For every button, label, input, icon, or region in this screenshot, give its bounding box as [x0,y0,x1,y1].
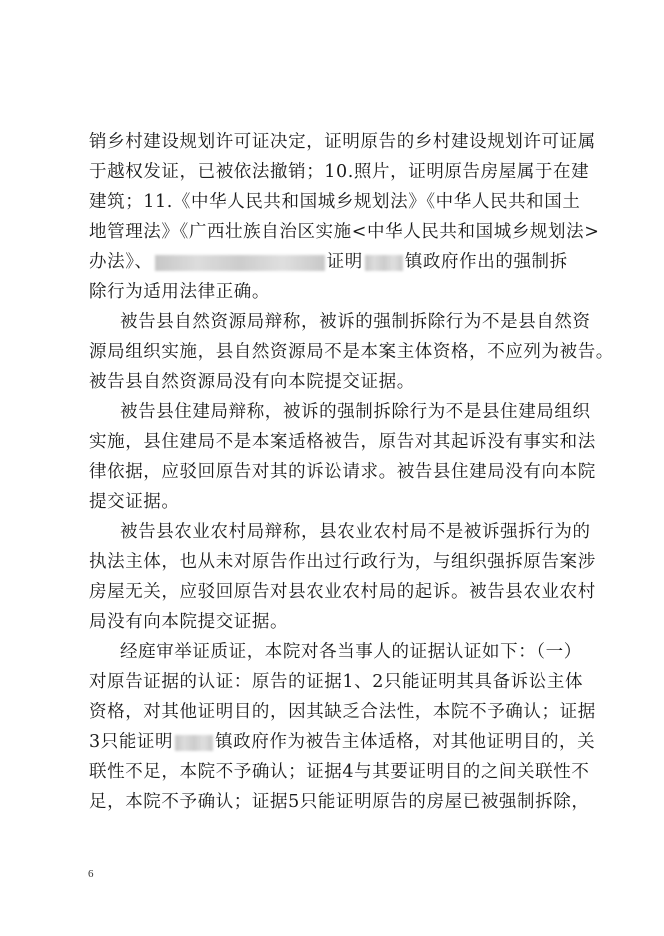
text-line: 建筑；11.《中华人民共和国城乡规划法》《中华人民共和国土 [89,192,581,212]
text-line: 联性不足，本院不予确认；证据4与其要证明目的之间关联性不 [89,762,590,782]
text-line: 实施，县住建局不是本案适格被告，原告对其起诉没有事实和法 [89,432,596,452]
redaction-blur [175,735,213,751]
text-line: 局没有向本院提交证据。 [89,612,289,632]
text-line: 地管理法》《广西壮族自治区实施<中华人民共和国城乡规划法> [89,222,600,242]
text-line: 被告县自然资源局没有向本院提交证据。 [89,372,415,392]
text-line: 房屋无关，应驳回原告对县农业农村局的起诉。被告县农业农村 [89,582,596,602]
paragraph-start: 被告县自然资源局辩称，被诉的强制拆除行为不是县自然资 [120,312,591,332]
text-fragment: 镇政府作出的强制拆 [404,252,568,272]
text-fragment: 办法》、 [89,252,153,272]
paragraph-start: 被告县住建局辩称，被诉的强制拆除行为不是县住建局组织 [120,402,591,422]
text-line: 销乡村建设规划许可证决定，证明原告的乡村建设规划许可证属 [89,132,596,152]
text-line: 提交证据。 [89,492,180,512]
text-fragment: 镇政府作为被告主体适格，对其他证明目的，关 [215,732,596,752]
text-line [89,727,595,757]
redaction-blur [365,255,403,271]
text-line: 律依据，应驳回原告对其的诉讼请求。被告县住建局没有向本院 [89,462,596,482]
page-number: 6 [88,868,94,880]
text-fragment: 3只能证明 [89,732,174,752]
text-line: 足，本院不予确认；证据5只能证明原告的房屋已被强制拆除， [89,792,590,812]
text-line: 于越权发证，已被依法撤销；10.照片，证明原告房屋属于在建 [89,162,590,182]
paragraph-start: 被告县农业农村局辩称，县农业农村局不是被诉强拆行为的 [120,522,591,542]
text-line: 资格，对其他证明目的，因其缺乏合法性，本院不予确认；证据 [89,702,596,722]
text-line [89,247,568,277]
text-line: 除行为适用法律正确。 [89,282,270,302]
text-fragment: 证明 [326,252,363,272]
paragraph-start: 经庭审举证质证，本院对各当事人的证据认证如下：（一） [120,642,582,662]
text-line: 执法主体，也从未对原告作出过行政行为，与组织强拆原告案涉 [89,552,596,572]
redaction-blur [155,255,325,271]
text-line: 对原告证据的认证：原告的证据1、2只能证明其具备诉讼主体 [89,672,584,692]
text-line: 源局组织实施，县自然资源局不是本案主体资格，不应列为被告。 [89,342,614,362]
